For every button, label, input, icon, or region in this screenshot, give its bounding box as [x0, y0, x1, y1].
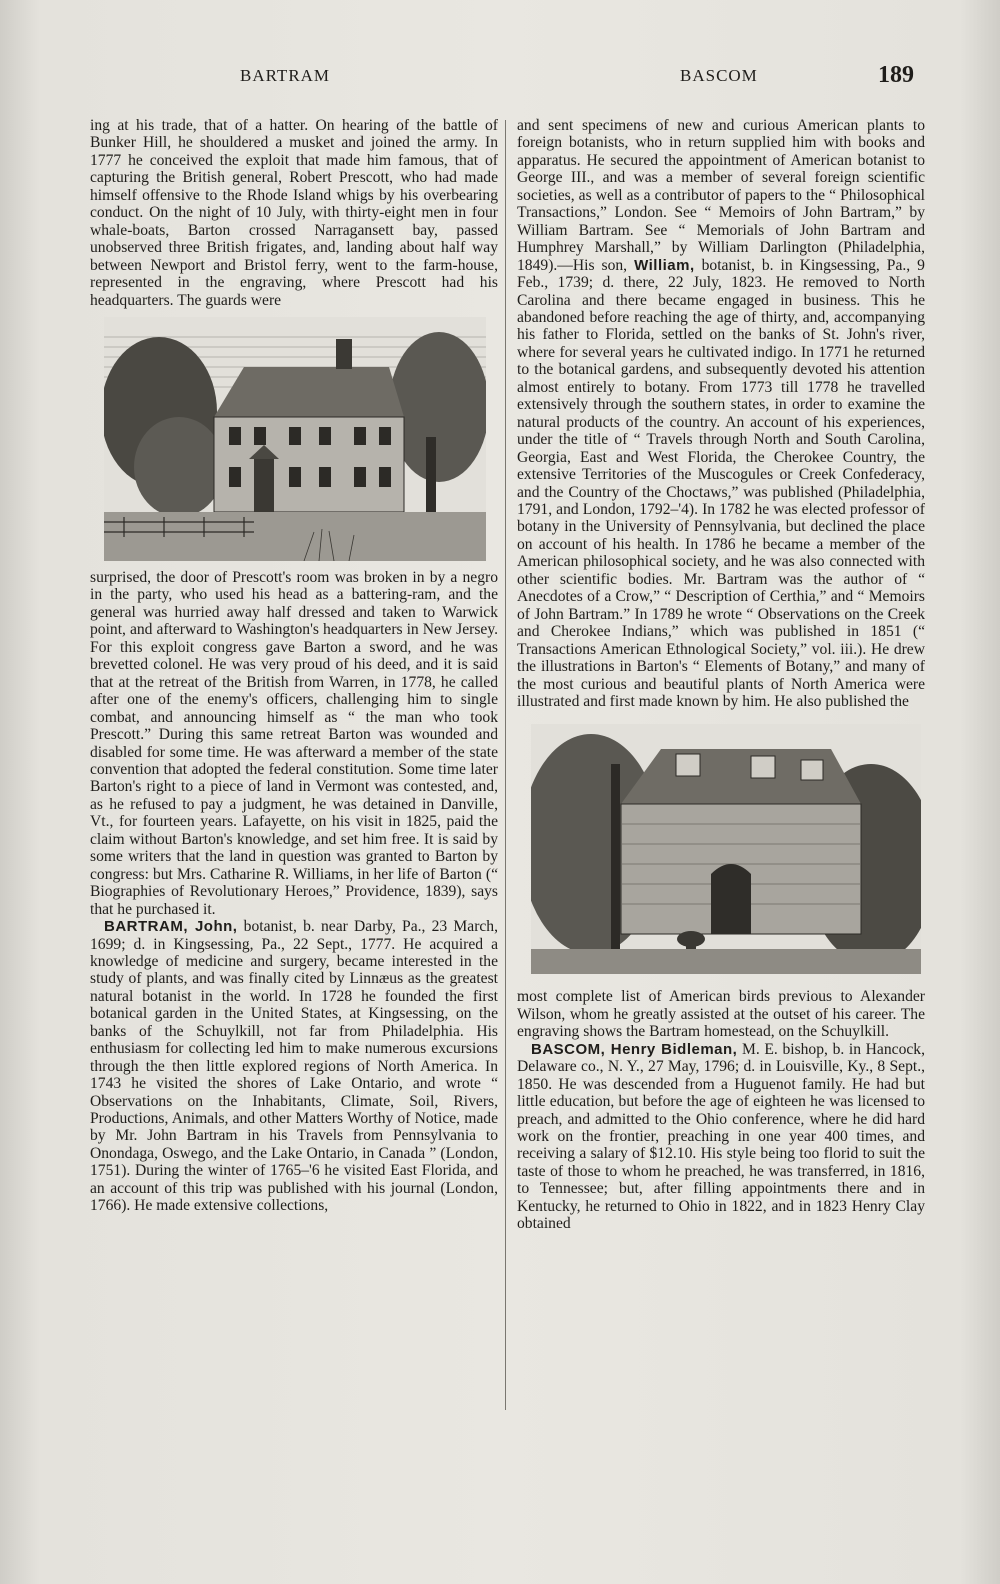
- bartram-homestead-engraving: [531, 724, 921, 974]
- entry-text: and sent specimens of new and curious American plants to foreign botanists, who in return supplied him with books and apparatus. He secured the appointment of American botanist to George III., and was a member of several foreign scientific societies, as well as a contributor of papers to the “ Philosophical Transactions,” London. See “ Memoirs of John Bartram,” by William Bartram. See “ Memorials of John Bartram and Humphrey Marshall,” by William Darlington (Philadelphia, 1849).—His son,: [517, 117, 925, 274]
- running-head-left: BARTRAM: [240, 66, 331, 85]
- entry-heading: BARTRAM, John,: [104, 918, 238, 936]
- entry-subheading: William,: [634, 256, 695, 274]
- entry-text: M. E. bishop, b. in Hancock, Delaware co., N. Y., 27 May, 1796; d. in Louisville, Ky., 8 Sept., 1850. He was descended from a Huguenot family. He had but little education, but before the age of eighteen he was licensed to preach, and admitted to the Ohio conference, where he did hard work on the frontier, preaching in one year 400 times, and receiving a salary of $12.10. His style being too florid to suit the taste of those to whom he preached, he was transferred, in 1816, to Tennessee; but, after filling appointments there and in Kentucky, he returned to Ohio in 1822, and in 1823 Henry Clay obtained: [517, 1040, 925, 1233]
- bartram-john-continued: [517, 117, 925, 710]
- page-number: 189: [878, 62, 914, 88]
- column-divider: [505, 120, 506, 1410]
- barton-paragraph-1: ing at his trade, that of a hatter. On hearing of the battle of Bunker Hill, he shouldered a musket and joined the army. In 1777 he conceived the exploit that made him famous, that of capturing the British general, Robert Prescott, who had made himself offensive to the Rhode Island whigs by his overbearing conduct. On the night of 10 July, with thirty-eight men in four whale-boats, Barton crossed Narragansett bay, passed unobserved three British frigates, and, landing about half way between Newport and Bristol ferry, went to the farm-house, represented in the engraving, where Prescott had his headquarters. The guards were: [90, 117, 498, 309]
- bascom-entry: [517, 1041, 925, 1233]
- entry-text: botanist, b. in Kingsessing, Pa., 9 Feb., 1739; d. there, 22 July, 1823. He removed to North Carolina and there became engaged in business. This he abandoned before reaching the age of thirty, and, accompanying his father to Florida, settled on the banks of St. John's river, where for several years he cultivated indigo. In 1771 he returned to the botanical gardens, and subsequently devoted his attention almost entirely to botany. From 1773 till 1778 he travelled extensively through the southern states, in order to examine the natural products of the country. An account of his experiences, under the title of “ Travels through North and South Carolina, Georgia, East and West Florida, the Cherokee Country, the extensive Territories of the Muscogules or Creek Confederacy, and the Country of the Choctaws,” was published (Philadelphia, 1791, and London, 1792–'4). In 1782 he was elected professor of botany in the University of Pennsylvania, but declined the place on account of his health. In 1786 he became a member of the American philosophical society, and he was also connected with other scientific bodies. Mr. Bartram was the author of “ Anecdotes of a Crow,” “ Description of Certhia,” and “ Memoirs of John Bartram.” In 1789 he wrote “ Observations on the Creek and Cherokee Indians,” which was published in 1851 (“ Transactions American Ethnological Society,” vol. iii.). He drew the illustrations in Barton's “ Elements of Botany,” and many of the most curious and beautiful plants of North America were illustrated and first made known by him. He also published the: [517, 256, 925, 710]
- entry-text: botanist, b. near Darby, Pa., 23 March, 1699; d. in Kingsessing, Pa., 22 Sept., 1777. He acquired a knowledge of medicine and surgery, became interested in the study of plants, and was finally cited by Linnæus as the greatest natural botanist in the world. In 1728 he founded the first botanical garden in the United States, at Kingsessing, on the banks of the Schuylkill, not far from Philadelphia. His enthusiasm for collecting led him to make numerous excursions through the then little explored regions of North America. In 1743 he visited the shores of Lake Ontario, and wrote “ Observations on the Inhabitants, Climate, Soil, Rivers, Productions, Animals, and other Matters Worthy of Notice, made by Mr. John Bartram in his Travels from Pennsylvania to Onondaga, Oswego, and the Lake Ontario, in Canada ” (London, 1751). During the winter of 1765–'6 he visited East Florida, and an account of this trip was published with his journal (London, 1766). He made extensive collections,: [90, 918, 499, 1215]
- prescott-headquarters-engraving: [104, 317, 486, 561]
- right-column: [517, 117, 925, 1233]
- bartram-william-continued: most complete list of American birds previous to Alexander Wilson, whom he greatly assisted at the outset of his career. The engraving shows the Bartram homestead, on the Schuylkill.: [517, 988, 925, 1041]
- running-head-right: BASCOM: [680, 66, 758, 85]
- barton-paragraph-2: surprised, the door of Prescott's room was broken in by a negro in the party, who used his head as a battering-ram, and the general was hurried away half dressed and taken to Warwick point, and afterward to Washington's headquarters in New Jersey. For this exploit congress gave Barton a sword, and he was brevetted colonel. He was very proud of his deed, and it is said that at the retreat of the British from Warren, in 1778, he called after one of the enemy's officers, challenging him to single combat, and announcing himself as “ the man who took Prescott.” During this same retreat Barton was wounded and disabled for some time. He was afterward a member of the state convention that adopted the federal constitution. Some time later Barton's right to a piece of land in Vermont was contested, and, as he refused to pay a judgment, he was detained in Danville, Vt., for fourteen years. Lafayette, on his visit in 1825, paid the claim without Barton's knowledge, and set him free. It is said by some writers that the land in question was granted to Barton by congress: but Mrs. Catharine R. Williams, in her life of Barton (“ Biographies of Revolutionary Heroes,” Providence, 1839), says that he purchased it.: [90, 568, 498, 918]
- left-column: [90, 117, 498, 1215]
- bartram-john-entry: [90, 918, 498, 1215]
- entry-heading: BASCOM, Henry Bidleman,: [531, 1040, 738, 1058]
